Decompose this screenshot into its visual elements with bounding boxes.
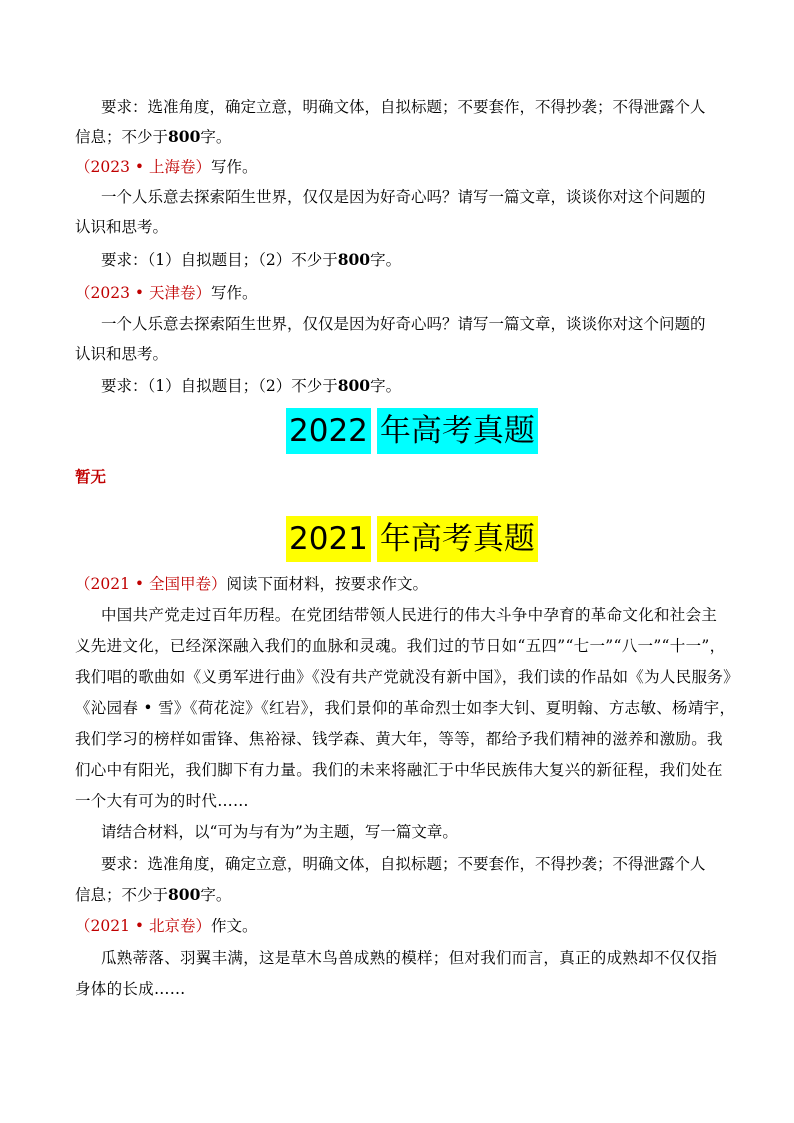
question-source: （2023 • 上海卷） bbox=[75, 158, 211, 176]
no-questions-note: 暂无 bbox=[75, 467, 107, 486]
question-prompt: 请结合材料，以“可为与有为”为主题，写一篇文章。 bbox=[101, 823, 458, 841]
question-requirement: 要求：（1）自拟题目；（2）不少于800字。 bbox=[101, 376, 402, 395]
material-text: 我们学习的榜样如雷锋、焦裕禄、钱学森、黄大年，等等，都给予我们精神的滋养和激励。我 bbox=[75, 730, 723, 748]
requirement-line: 要求：选准角度，确定立意，明确文体，自拟标题；不要套作，不得抄袭；不得泄露个人 bbox=[101, 98, 706, 116]
question-header-beijing: （2021 • 北京卷）作文。 bbox=[75, 917, 258, 935]
material-text: 瓜熟蒂落、羽翼丰满，这是草木鸟兽成熟的模样；但对我们而言，真正的成熟却不仅仅指 bbox=[101, 949, 718, 967]
question-text: 一个人乐意去探索陌生世界，仅仅是因为好奇心吗？请写一篇文章，谈谈你对这个问题的 bbox=[101, 188, 706, 206]
question-header-shanghai: （2023 • 上海卷）写作。 bbox=[75, 158, 258, 176]
question-header-tianjin: （2023 • 天津卷）写作。 bbox=[75, 284, 258, 302]
material-text: 我们唱的歌曲如《义勇军进行曲》《没有共产党就没有新中国》，我们读的作品如《为人民服务》 bbox=[75, 668, 739, 686]
section-banner-2022: 2022 年高考真题 bbox=[286, 408, 538, 454]
question-source: （2023 • 天津卷） bbox=[75, 284, 211, 302]
question-text: 一个人乐意去探索陌生世界，仅仅是因为好奇心吗？请写一篇文章，谈谈你对这个问题的 bbox=[101, 315, 706, 333]
requirement-line-cont: 信息；不少于800字。 bbox=[75, 127, 232, 146]
material-text: 们心中有阳光，我们脚下有力量。我们的未来将融汇于中华民族伟大复兴的新征程，我们处在 bbox=[75, 761, 723, 779]
material-text: 身体的长成…… bbox=[75, 980, 186, 998]
question-text-cont: 认识和思考。 bbox=[75, 345, 169, 363]
question-requirement: 要求：（1）自拟题目；（2）不少于800字。 bbox=[101, 250, 402, 269]
material-text: 中国共产党走过百年历程。在党团结带领人民进行的伟大斗争中孕育的革命文化和社会主 bbox=[101, 606, 718, 624]
material-text: 义先进文化，已经深深融入我们的血脉和灵魂。我们过的节日如“五四”“七一”“八一”“十一”， bbox=[75, 637, 726, 655]
question-source: （2021 • 北京卷） bbox=[75, 917, 211, 935]
material-text: 《沁园春 • 雪》《荷花淀》《红岩》，我们景仰的革命烈士如李大钊、夏明翰、方志敏、杨靖宇， bbox=[75, 699, 736, 717]
section-banner-2021: 2021 年高考真题 bbox=[286, 516, 538, 562]
material-text: 一个大有可为的时代…… bbox=[75, 792, 249, 810]
question-source: （2021 • 全国甲卷） bbox=[75, 575, 227, 593]
question-requirement-cont: 信息；不少于800字。 bbox=[75, 885, 232, 904]
question-requirement: 要求：选准角度，确定立意，明确文体，自拟标题；不要套作，不得抄袭；不得泄露个人 bbox=[101, 855, 706, 873]
question-text-cont: 认识和思考。 bbox=[75, 218, 169, 236]
question-header-national-a: （2021 • 全国甲卷）阅读下面材料，按要求作文。 bbox=[75, 575, 428, 593]
